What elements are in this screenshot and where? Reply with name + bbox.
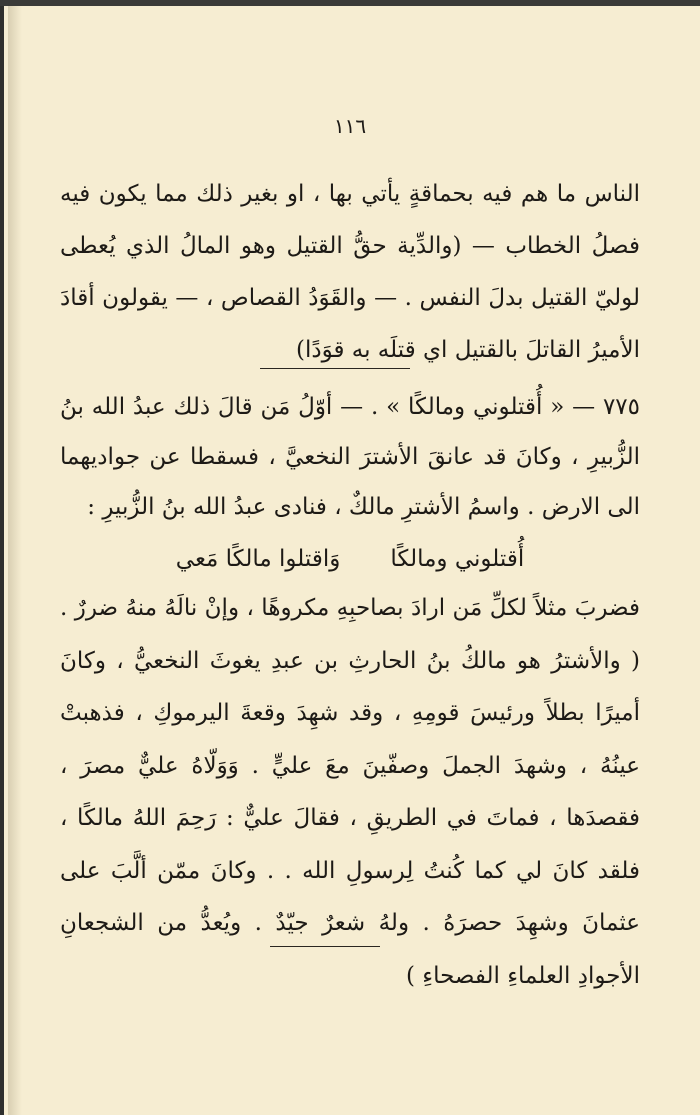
proverb-explanation-paragraph: فضربَ مثلاً لكلِّ مَن ارادَ بصاحبِهِ مكروهًا ، وإنْ نالَهُ منهُ ضررٌ . ( والأشترُ هو مالكُ بنُ الحارثِ بن عبدِ يغوثَ النخعيُّ ، وكانَ أميرًا بطلاً ورئيسَ قومِهِ ، وقد شهِدَ وقعةَ اليرموكِ ، فذهبتْ عينُهُ ، وشهدَ الجملَ وصفّينَ معَ عليٍّ . وَوَلّاهُ عليٌّ مصرَ ، فقصدَها ، فماتَ في الطريقِ ، فقالَ عليٌّ : رَحِمَ اللهُ مالكًا ، فلقد كانَ لي كما كُنتُ لِرسولِ الله . . وكانَ ممّن ألَّبَ على عثمانَ وشهِدَ حصرَهُ . ولهُ شعرٌ جيّدٌ . ويُعدُّ من الشجعانِ الأجوادِ العلماءِ الفصحاءِ ) — [60, 595, 640, 989]
verse-second-hemistich: وَاقتلوا مالكًا مَعي — [175, 546, 341, 572]
page-number: ١١٦ — [333, 114, 367, 138]
paragraph-continued: الناس ما هم فيه بحماقةٍ يأتي بها ، او بغير ذلك مما يكون فيه فصلُ الخطاب — (والدِّية حقُّ القتيل وهو المالُ الذي يُعطى لوليّ القتيل بدلَ النفس . — والقَوَدُ القصاص ، — يقولون أقادَ الأميرُ القاتلَ بالقتيل اي قتلَه به قوَدًا) — [60, 181, 640, 363]
verse-first-hemistich: أُقتلوني ومالكًا — [390, 546, 525, 572]
page-gutter-shadow — [8, 6, 22, 1115]
proverb-entry-heading-paragraph: ٧٧٥ — « أُقتلوني ومالكًا » . — أوّلُ مَن قالَ ذلك عبدُ الله بنُ الزُّبيرِ ، وكانَ قد عانقَ الأشترَ النخعيَّ ، فسقطا عن جواديهما الى الارض . واسمُ الأشترِ مالكٌ ، فنادى عبدُ الله بنُ الزُّبيرِ : — [60, 394, 640, 520]
poem-verse — [60, 546, 640, 572]
end-divider — [270, 946, 380, 947]
section-divider — [260, 368, 410, 369]
